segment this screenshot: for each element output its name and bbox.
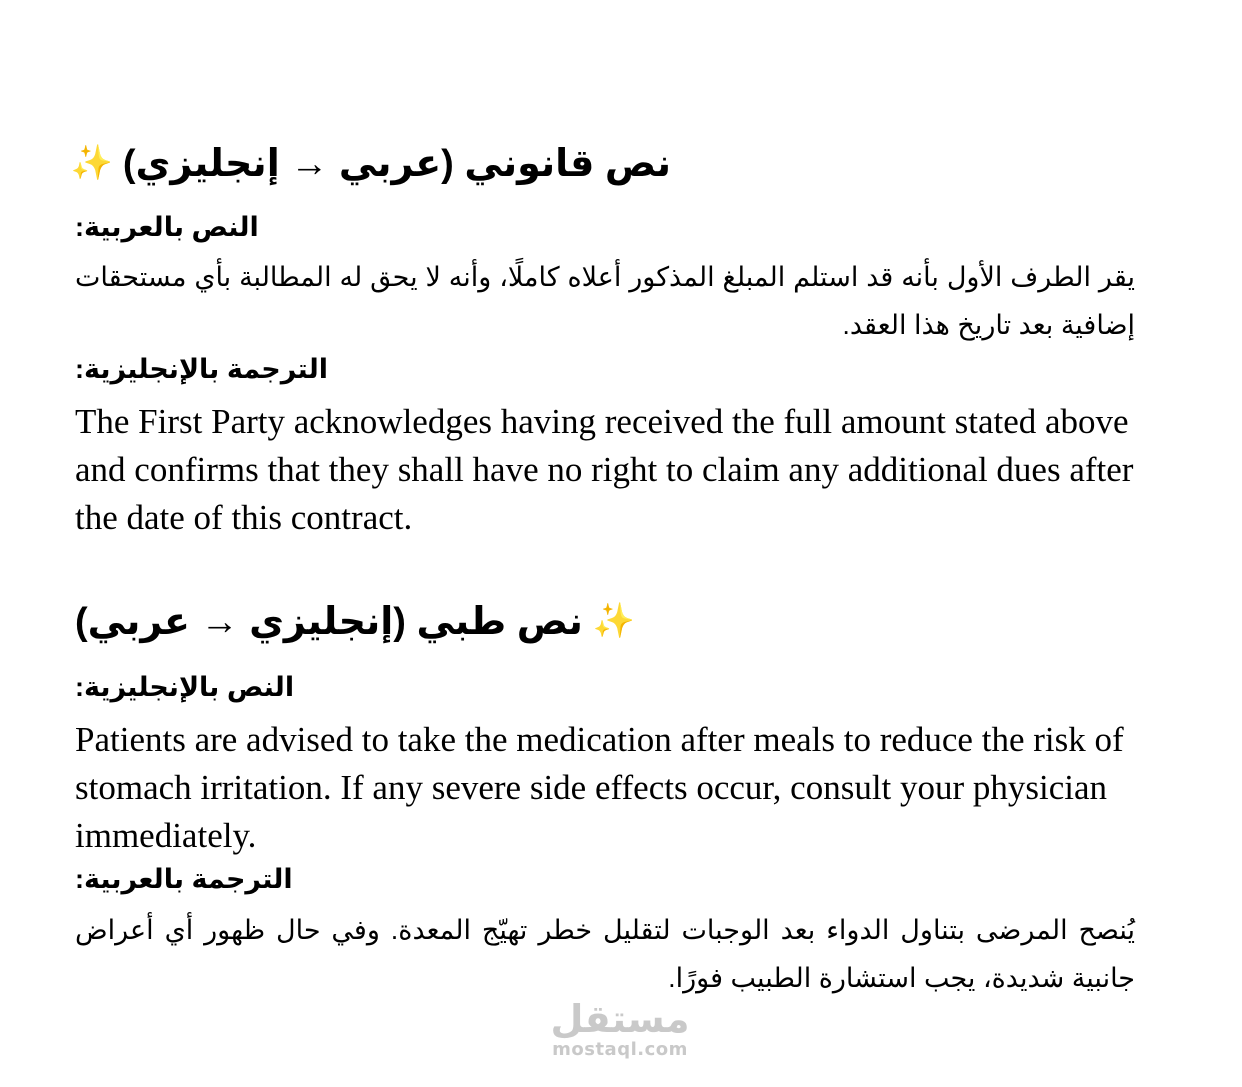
sparkle-icon: ✨ [592,602,636,640]
medical-translation-text: يُنصح المرضى بتناول الدواء بعد الوجبات لتقليل خطر تهيّج المعدة. وفي حال ظهور أي أعراض جانبية شديدة، يجب استشارة الطبيب فورًا. [75,915,1135,993]
medical-section-title [75,598,1167,645]
watermark-latin: mostaql.com [552,1039,688,1060]
legal-translation-label: الترجمة بالإنجليزية: [75,354,328,384]
legal-source-label: النص بالعربية: [75,212,259,242]
legal-source-text: يقر الطرف الأول بأنه قد استلم المبلغ المذكور أعلاه كاملًا، وأنه لا يحق له المطالبة بأي مستحقات إضافية بعد تاريخ هذا العقد. [75,262,1135,340]
medical-source-text: Patients are advised to take the medication after meals to reduce the risk of stomach irritation. If any severe side effects occur, consult your physician immediately. [75,720,1124,855]
watermark-arabic: مستقل [550,997,690,1041]
document-page [70,0,1167,1087]
legal-section-title [70,140,1167,187]
mostaql-watermark [530,998,710,1060]
medical-translation-label: الترجمة بالعربية: [75,864,293,894]
legal-title-text: نص قانوني (عربي → إنجليزي) [122,143,671,185]
sparkle-icon: ✨ [70,144,113,182]
medical-title-text: نص طبي (إنجليزي → عربي) [75,601,583,643]
medical-source-label: النص بالإنجليزية: [75,672,295,702]
legal-translation-text: The First Party acknowledges having received the full amount stated above and confirms that they shall have no right to claim any additional dues after the date of this contract. [75,402,1134,537]
